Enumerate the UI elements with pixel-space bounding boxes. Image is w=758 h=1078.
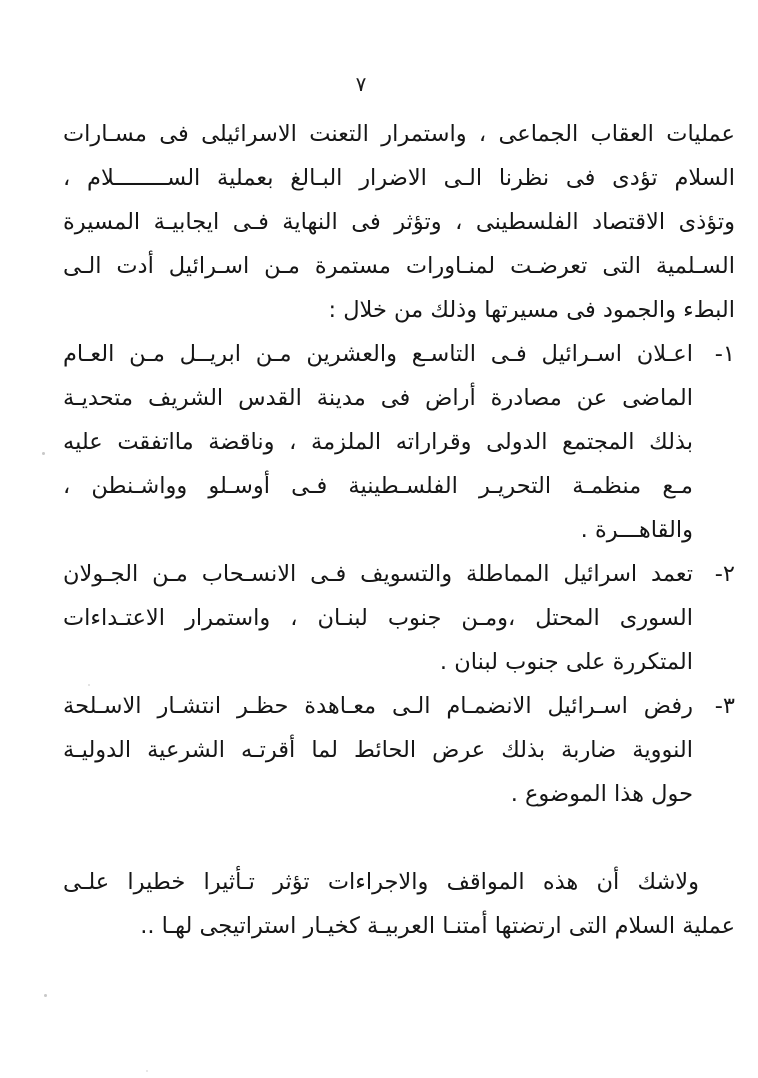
page-number: ٧ [355, 72, 367, 96]
text-line: تعمد اسرائيل المماطلة والتسويف فـى الانسـحاب مـن الجـولان [63, 561, 693, 587]
text-line: السلام تؤدى فى نظرنا الـى الاضرار البـالغ بعملية الســــــــلام ، [63, 165, 735, 191]
text-line: المتكررة على جنوب لبنان . [439, 649, 693, 675]
scan-speck [42, 452, 45, 455]
intro-paragraph [63, 112, 735, 332]
text-line: وتؤذى الاقتصاد الفلسطينى ، وتؤثر فى النهاية فـى ايجابيـة المسيرة [63, 209, 735, 235]
document-body [63, 112, 735, 948]
text-line: رفض اسـرائيل الانضمـام الـى معـاهدة حظـر انتشـار الاسـلحة [63, 693, 693, 719]
list-item [63, 552, 735, 684]
text-line: الماضى عن مصادرة أراض فى مدينة القدس الشريف متحديـة [63, 385, 693, 411]
text-line: بذلك المجتمع الدولى وقراراته الملزمة ، وناقضة مااتفقت عليه [63, 429, 693, 455]
text-line: عمليات العقاب الجماعى ، واستمرار التعنت الاسرائيلى فى مسـارات [63, 121, 735, 147]
text-line: السـلمية التى تعرضـت لمنـاورات مستمرة مـن اسـرائيل أدت الـى [63, 253, 735, 279]
list-item [63, 684, 735, 816]
item-number: ٣- [714, 693, 735, 719]
list-item [63, 332, 735, 552]
item-number: ٢- [714, 561, 735, 587]
text-line: والقاهـــرة . [580, 517, 693, 543]
text-line: اعـلان اسـرائيل فـى التاسـع والعشرين مـن ابريــل مـن العـام [63, 341, 693, 367]
text-line: عملية السلام التى ارتضتها أمتنـا العربيـة كخيـار استراتيجى لهـا .. [140, 913, 735, 939]
text-line: البطء والجمود فى مسيرتها وذلك من خلال : [328, 297, 735, 323]
text-line: السورى المحتل ،ومـن جنوب لبنـان ، واستمرار الاعتـداءات [63, 605, 693, 631]
item-number: ١- [714, 341, 735, 367]
closing-paragraph [63, 860, 735, 948]
numbered-list [63, 332, 735, 816]
text-line: ولاشك أن هذه المواقف والاجراءات تؤثر تـأثيرا خطيرا علـى [63, 869, 699, 895]
text-line: مـع منظمـة التحريـر الفلسـطينية فـى أوسـلو وواشـنطن ، [63, 473, 693, 499]
scan-speck [146, 1070, 148, 1072]
text-line: حول هذا الموضوع . [510, 781, 693, 807]
text-line: النووية ضاربة بذلك عرض الحائط لما أقرتـه الشرعية الدوليـة [63, 737, 693, 763]
scan-speck [44, 994, 47, 997]
scan-speck [88, 684, 90, 686]
